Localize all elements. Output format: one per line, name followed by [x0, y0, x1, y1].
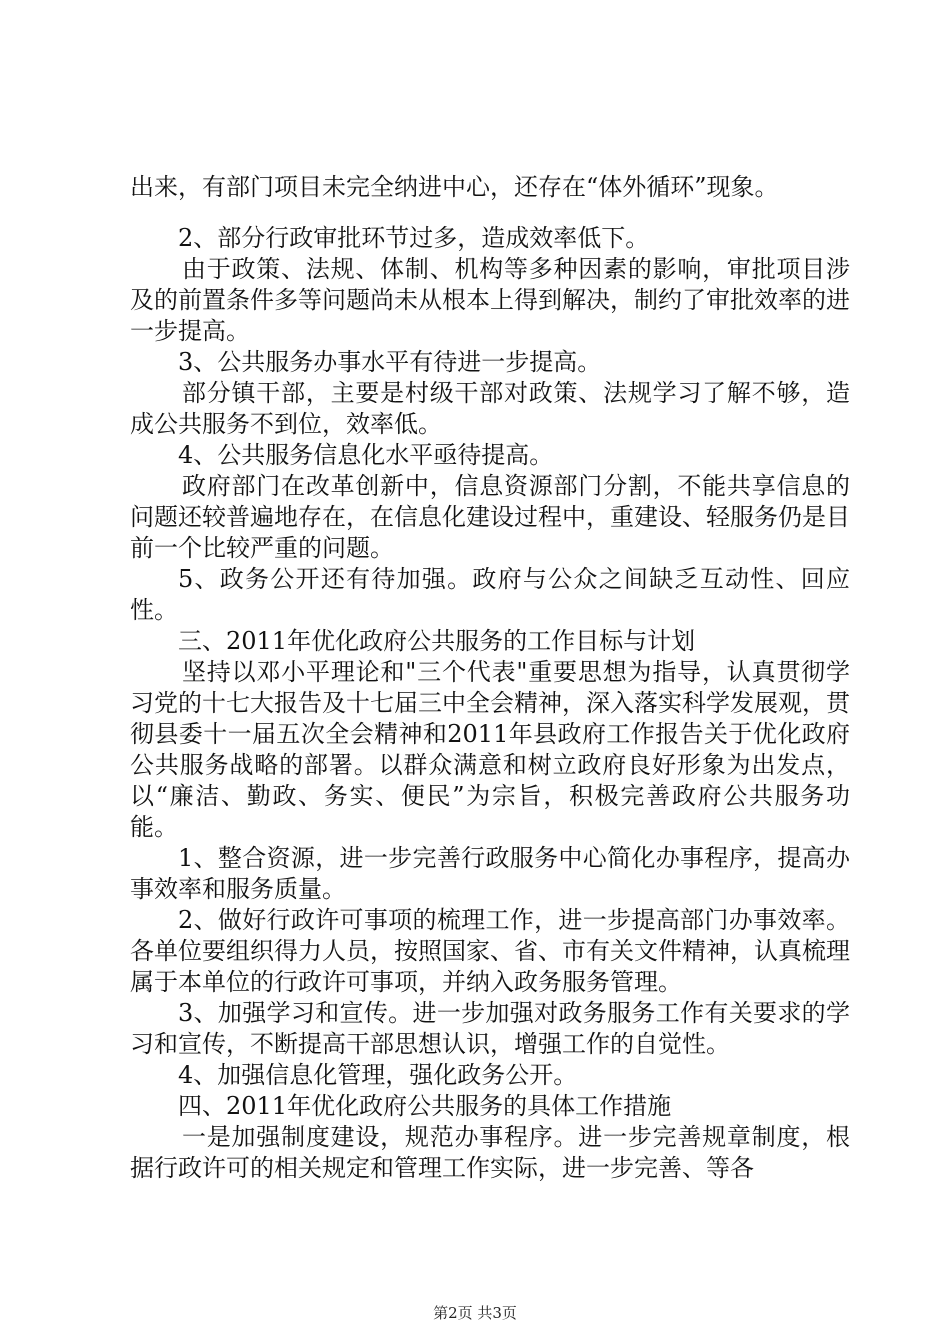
section-heading: 四、2011年优化政府公共服务的具体工作措施: [178, 1092, 672, 1120]
paragraph: 2、部分行政审批环节过多，造成效率低下。: [178, 224, 650, 252]
paragraph: 部分镇干部，主要是村级干部对政策、法规学习了解不够，造成公共服务不到位，效率低。: [130, 379, 850, 438]
paragraph: 出来，有部门项目未完全纳进中心，还存在“体外循环”现象。: [130, 173, 779, 201]
document-body: [130, 172, 850, 1184]
paragraph: 政府部门在改革创新中，信息资源部门分割，不能共享信息的问题还较普遍地存在，在信息化建设过程中，重建设、轻服务仍是目前一个比较严重的问题。: [130, 472, 850, 562]
paragraph: 由于政策、法规、体制、机构等多种因素的影响，审批项目涉及的前置条件多等问题尚未从根本上得到解决，制约了审批效率的进一步提高。: [130, 255, 850, 345]
paragraph: 3、加强学习和宣传。进一步加强对政务服务工作有关要求的学习和宣传，不断提高干部思想认识，增强工作的自觉性。: [130, 999, 850, 1058]
page-footer: 第2页 共3页: [433, 1304, 517, 1322]
paragraph: 坚持以邓小平理论和"三个代表"重要思想为指导，认真贯彻学习党的十七大报告及十七届三中全会精神，深入落实科学发展观，贯彻县委十一届五次全会精神和2011年县政府工作报告关于优化政府公共服务战略的部署。以群众满意和树立政府良好形象为出发点，以“廉洁、勤政、务实、便民”为宗旨，积极完善政府公共服务功能。: [130, 658, 850, 841]
paragraph: 2、做好行政许可事项的梳理工作，进一步提高部门办事效率。各单位要组织得力人员，按照国家、省、市有关文件精神，认真梳理属于本单位的行政许可事项，并纳入政务服务管理。: [130, 906, 850, 996]
section-heading: 三、2011年优化政府公共服务的工作目标与计划: [178, 627, 696, 655]
paragraph: 5、政务公开还有待加强。政府与公众之间缺乏互动性、回应性。: [130, 565, 850, 624]
paragraph: 一是加强制度建设，规范办事程序。进一步完善规章制度，根据行政许可的相关规定和管理工作实际，进一步完善、等各: [130, 1123, 850, 1182]
paragraph: 4、加强信息化管理，强化政务公开。: [178, 1061, 578, 1089]
paragraph: 4、公共服务信息化水平亟待提高。: [178, 441, 554, 469]
paragraph: 1、整合资源，进一步完善行政服务中心简化办事程序，提高办事效率和服务质量。: [130, 844, 850, 903]
paragraph: 3、公共服务办事水平有待进一步提高。: [178, 348, 602, 376]
